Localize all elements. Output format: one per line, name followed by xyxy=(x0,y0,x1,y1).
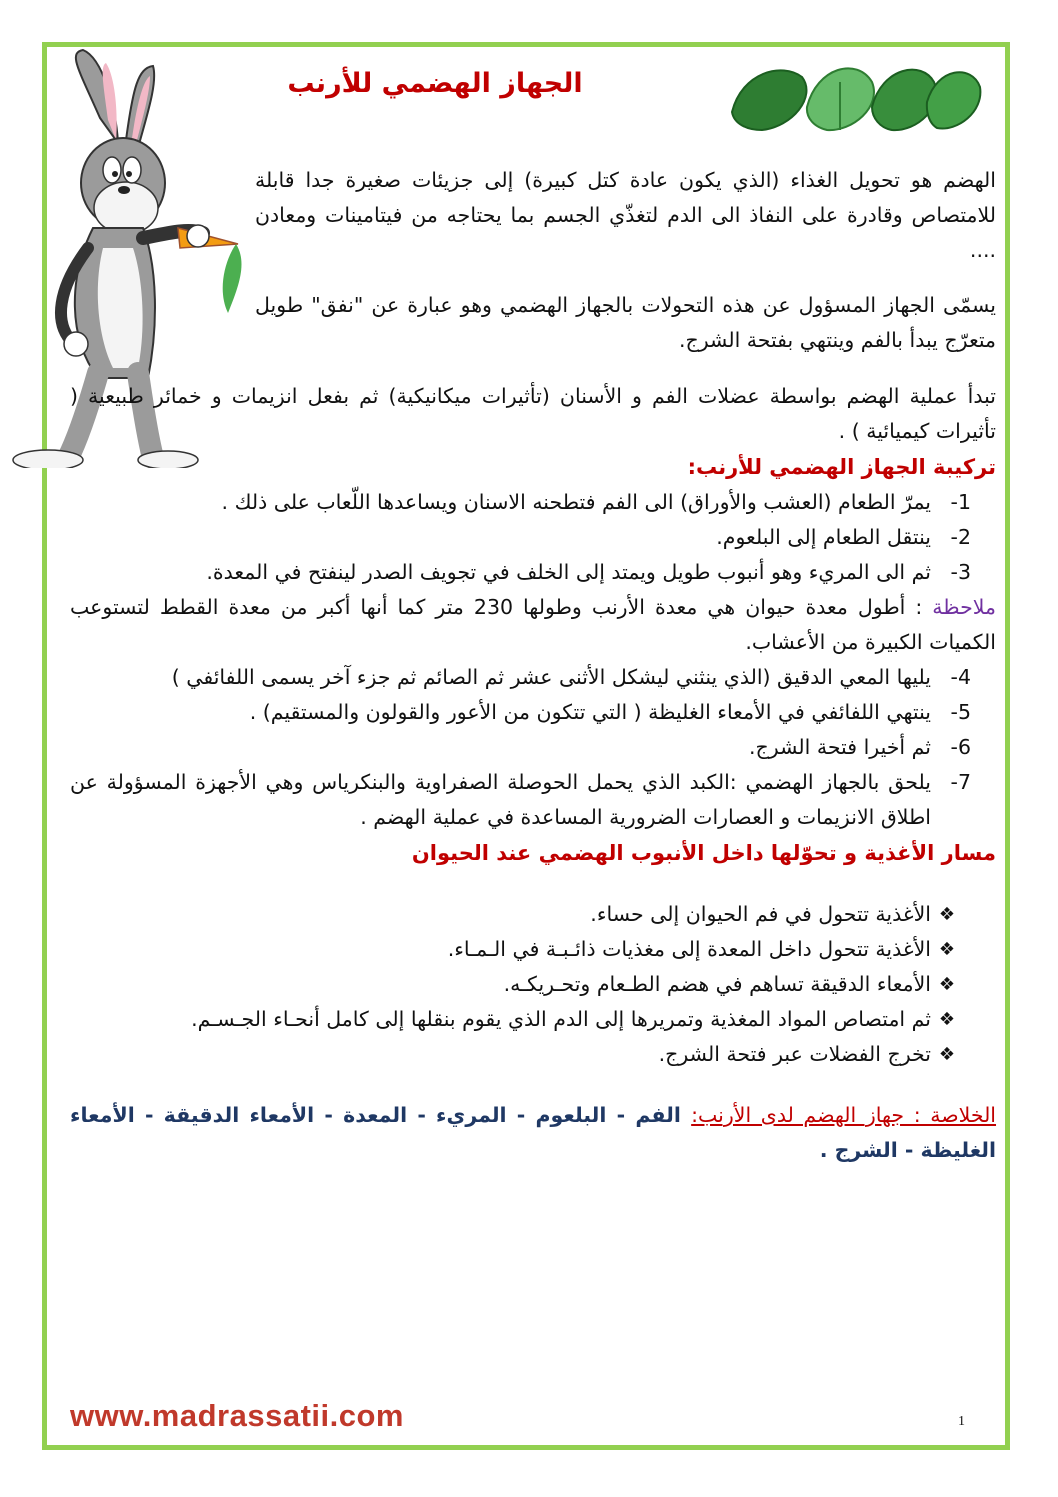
structure-heading: تركيبة الجهاز الهضمي للأرنب: xyxy=(687,454,996,479)
content xyxy=(70,142,996,1168)
step-number: 2- xyxy=(950,524,971,549)
step-text: يمرّ الطعام (العشب والأوراق) الى الفم فتطحنه الاسنان ويساعدها اللّعاب على ذلك . xyxy=(221,489,931,514)
step-number: 4- xyxy=(950,664,971,689)
bullet-text: الأغذية تتحول داخل المعدة إلى مغذيات ذائـبـة في الـمـاء. xyxy=(447,936,931,961)
bullet-text: ثم امتصاص المواد المغذية وتمريرها إلى الدم الذي يقوم بنقلها إلى كامل أنحـاء الجـسـم. xyxy=(191,1006,931,1031)
list-item xyxy=(70,485,971,520)
intro xyxy=(255,163,996,359)
page-number: 1 xyxy=(958,1414,965,1429)
step-text: يليها المعي الدقيق (الذي ينثني ليشكل الأثنى عشر ثم الصائم ثم جزء آخر يسمى اللفائفي ) xyxy=(171,664,931,689)
intro-paragraph: الهضم هو تحويل الغذاء (الذي يكون عادة كتل كبيرة) إلى جزيئات صغيرة جدا قابلة للامتصاص وقادرة على النفاذ الى الدم لتغذّي الجسم بما يحتاجه من فيتامينات ومعادن .... xyxy=(255,167,996,262)
bullet-icon: ❖ xyxy=(938,938,955,960)
step-text: ثم الى المريء وهو أنبوب طويل ويمتد إلى الخلف في تجويف الصدر لينفتح في المعدة. xyxy=(206,559,931,584)
note xyxy=(70,590,996,660)
page-title: الجهاز الهضمي للأرنب xyxy=(287,68,583,99)
list-item xyxy=(70,1037,955,1072)
list-item xyxy=(70,520,971,555)
bullet-text: تخرج الفضلات عبر فتحة الشرج. xyxy=(658,1041,931,1066)
bullet-icon: ❖ xyxy=(938,973,955,995)
list-item xyxy=(70,1002,955,1037)
list-item xyxy=(70,660,971,695)
intro-paragraph: تبدأ عملية الهضم بواسطة عضلات الفم و الأسنان (تأثيرات ميكانيكية) ثم بفعل انزيمات و خمائر طبيعية ( تأثيرات كيميائية ) . xyxy=(70,383,996,443)
list-item xyxy=(70,897,955,932)
step-number: 7- xyxy=(950,769,971,794)
bullet-text: الأمعاء الدقيقة تساهم في هضم الطـعام وتحـريكـه. xyxy=(503,971,931,996)
bullet-icon: ❖ xyxy=(938,1008,955,1030)
step-text: ينتقل الطعام إلى البلعوم. xyxy=(716,524,931,549)
bullet-icon: ❖ xyxy=(938,903,955,925)
bullet-text: الأغذية تتحول في فم الحيوان إلى حساء. xyxy=(590,901,931,926)
step-text: ثم أخيرا فتحة الشرج. xyxy=(749,734,931,759)
summary-label: الخلاصة : جهاز الهضم لدى الأرنب: xyxy=(691,1102,997,1127)
note-text: : أطول معدة حيوان هي معدة الأرنب وطولها 230 متر كما أنها أكبر من معدة القطط لتستوعب الكميات الكبيرة من الأعشاب. xyxy=(70,594,996,654)
list-item xyxy=(70,730,971,765)
step-text: يلحق بالجهاز الهضمي :الكبد الذي يحمل الحوصلة الصفراوية والبنكرياس وهي الأجهزة المسؤولة عن اطلاق الانزيمات و العصارات الضرورية المساعدة في عملية الهضم . xyxy=(70,769,931,829)
intro-paragraph: يسمّى الجهاز المسؤول عن هذه التحولات بالجهاز الهضمي وهو عبارة عن "نفق" طويل متعرّج يبدأ بالفم وينتهي بفتحة الشرج. xyxy=(255,293,996,352)
leaves-illustration xyxy=(722,52,984,136)
site-logo: www.madrassatii.com xyxy=(70,1398,404,1433)
list-item xyxy=(70,932,955,967)
step-text: ينتهي اللفائفي في الأمعاء الغليظة ( التي تتكون من الأعور والقولون والمستقيم) . xyxy=(249,699,931,724)
list-item xyxy=(70,555,971,590)
step-number: 3- xyxy=(950,559,971,584)
summary xyxy=(70,1098,996,1168)
step-number: 5- xyxy=(950,699,971,724)
list-item xyxy=(70,765,971,835)
list-item xyxy=(70,967,955,1002)
steps-list-b xyxy=(70,660,996,835)
list-item xyxy=(70,695,971,730)
route-bullets xyxy=(70,897,996,1072)
step-number: 6- xyxy=(950,734,971,759)
note-label: ملاحظة xyxy=(932,594,996,619)
route-heading: مسار الأغذية و تحوّلها داخل الأنبوب الهضمي عند الحيوان xyxy=(411,840,996,865)
summary-text: الفم - البلعوم - المريء - المعدة - الأمعاء الدقيقة - الأمعاء الغليظة - الشرج . xyxy=(70,1102,996,1162)
bullet-icon: ❖ xyxy=(938,1043,955,1065)
steps-list-a xyxy=(70,485,996,590)
step-number: 1- xyxy=(950,489,971,514)
